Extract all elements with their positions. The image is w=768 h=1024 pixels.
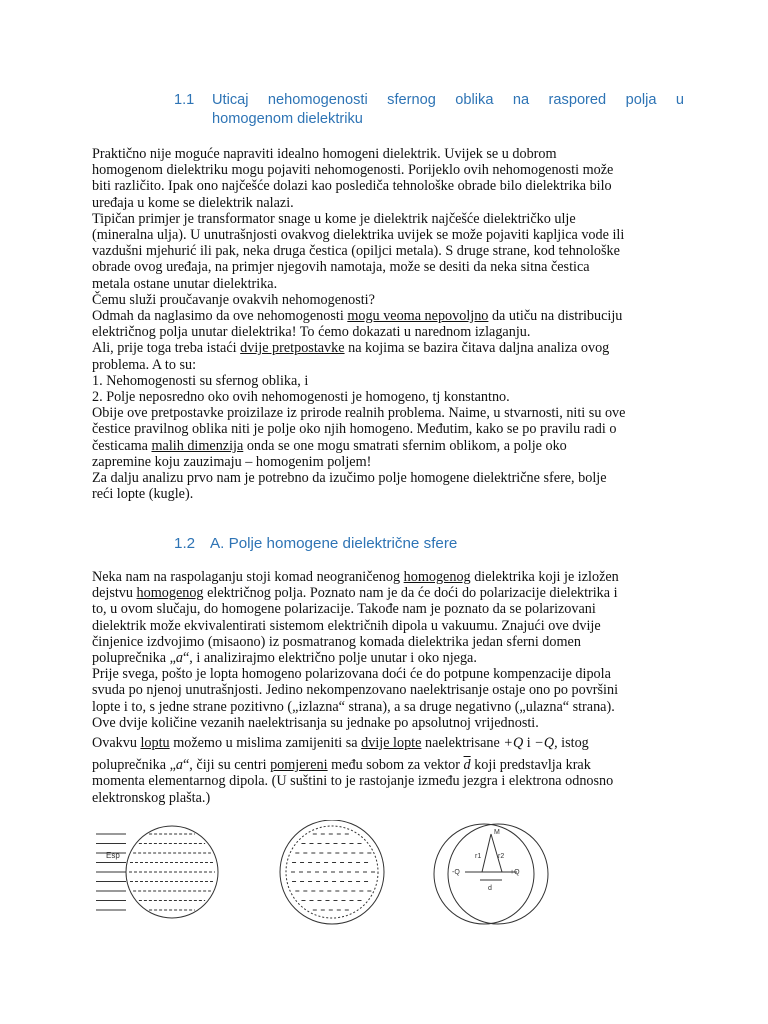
label-minus-q: -Q [452, 869, 460, 876]
label-plus-q: +Q [510, 869, 520, 876]
underlined-phrase: dvije pretpostavke [240, 340, 345, 357]
section-number: 1.2 [174, 535, 196, 552]
math-symbol: a [175, 650, 183, 667]
figure-two-spheres [434, 824, 548, 924]
label-r1: r1 [475, 853, 482, 860]
section-title: Uticaj nehomogenosti sfernog oblika na raspored polja u homogenom dielektriku [212, 92, 684, 127]
figure-polarized-sphere [96, 826, 218, 918]
body-paragraph-2: Neka nam na raspolaganju stoji komad neograničenog homogenog dielektrika koji je izložen dejstvu homogenog električnog polja. Poznato nam je da će doći do polarizacije dielektrika i to, u ovom slučaju, do homogene polarizacije. Takođe nam je poznato da se polarizovani dielektrik može ekvivalentirati sistemom električnih dipola u vakuumu. Znajući ove dvije činjenice izdvojimo (misaono) iz posmatranog komada dielektrika jedan sferni domen poluprečnika „a“, i analizirajmo električno polje unutar i oko njega. Prije svega, pošto je lopta homogeno polarizovana doći će do potpune kompenzacije dipola svuda po njenoj unutrašnjosti. Jedino nekompenzovano naelektrisanje ostaje ono po površini lopte i to, s jedne strane pozitivno („izlazna“ strana), a sa druge negativno („ulazna“ strana). Ove dvije količine vezanih naelektrisanja su jednake po apsolutnoj vrijednosti. Ovakvu loptu možemo u mislima zamijeniti sa dvije lopte naelektrisane +Q i −Q, istog poluprečnika „a“, čiji su centri pomjereni među sobom za vektor $\overline{d}$ koji predstavlja krak momenta elementarnog dipola. (U suštini to je rastojanje između jezgra i elektrona odnosno elektronskog plašta.) [92, 569, 619, 806]
section-heading-1-1 [174, 91, 684, 129]
vector-r1 [482, 834, 491, 872]
section-heading-1-2 [174, 534, 684, 553]
label-r2: r2 [498, 853, 505, 860]
underlined-phrase: loptu [140, 735, 170, 752]
underlined-phrase: dvije lopte [361, 735, 422, 752]
math-symbol: +Q [503, 735, 524, 752]
field-lines [96, 834, 215, 910]
figure-dipole-sphere [280, 820, 384, 924]
body-paragraph-1: Praktično nije moguće napraviti idealno homogeni dielektrik. Uvijek se u dobrom homogenom dielektriku mogu pojaviti nehomogenosti. Porijeklo ovih nehomogenosti može biti različito. Ipak ono najčešće dolazi kao poslediča tehnološke obrade bilo dielektrika bilo uređaja u kome se dielektrik nalazi. Tipičan primjer je transformator snage u kome je dielektrik najčešće dielektričko ulje (mineralna ulja). U unutrašnjosti ovakvog dielektrika uvijek se može pojaviti kapljica vode ili vazdušni mjehurić ili pak, neka druga čestica (opiljci metala). S druge strane, kod tehnološke obrade ovog uređaja, na primjer njegovih namotaja, može se desiti da neka sitna čestica metala ostane unutar dielektrika. Čemu služi proučavanje ovakvih nehomogenosti? Odmah da naglasimo da ove nehomogenosti mogu veoma nepovoljno da utiču na distribuciju električnog polja unutar dielektrika! To ćemo dokazati u narednom izlaganju. Ali, prije toga treba istaći dvije pretpostavke na kojima se bazira čitava daljna analiza ovog problema. A to su: 1. Nehomogenosti su sfernog oblika, i 2. Polje neposredno oko ovih nehomogenosti je homogeno, tj konstantno. Obije ove pretpostavke proizilaze iz prirode realnih problema. Naime, u stvarnosti, niti su ove čestice pravilnog oblika niti je polje oko njih homogeno. Međutim, kako se po pravilu radi o česticama malih dimenzija onda se one mogu smatrati sfernim oblikom, a polje oko zapremine koju zauzimaju – homogenim poljem! Za dalju analizu prvo nam je potrebno da izučimo polje homogene dielektrične sfere, bolje reći lopte (kugle). [92, 146, 626, 503]
underlined-phrase: homogenog [136, 585, 204, 602]
field-label: Esp [106, 851, 120, 860]
underlined-phrase: pomjereni [270, 757, 328, 774]
label-m: M [494, 829, 500, 836]
dipole-pattern [291, 834, 375, 910]
section-title: A. Polje homogene dielektrične sfere [210, 535, 458, 552]
underlined-phrase: malih dimenzija [151, 437, 244, 454]
underlined-phrase: mogu veoma nepovoljno [347, 308, 489, 325]
figures-row [92, 820, 632, 925]
sphere-positive [448, 824, 548, 924]
vector-d-symbol: $\overline{d}$ [463, 757, 471, 774]
label-d: d [488, 885, 492, 892]
underlined-phrase: homogenog [403, 569, 471, 585]
math-symbol: a [175, 757, 183, 774]
math-symbol: −Q [534, 735, 555, 752]
section-number: 1.1 [174, 92, 195, 108]
